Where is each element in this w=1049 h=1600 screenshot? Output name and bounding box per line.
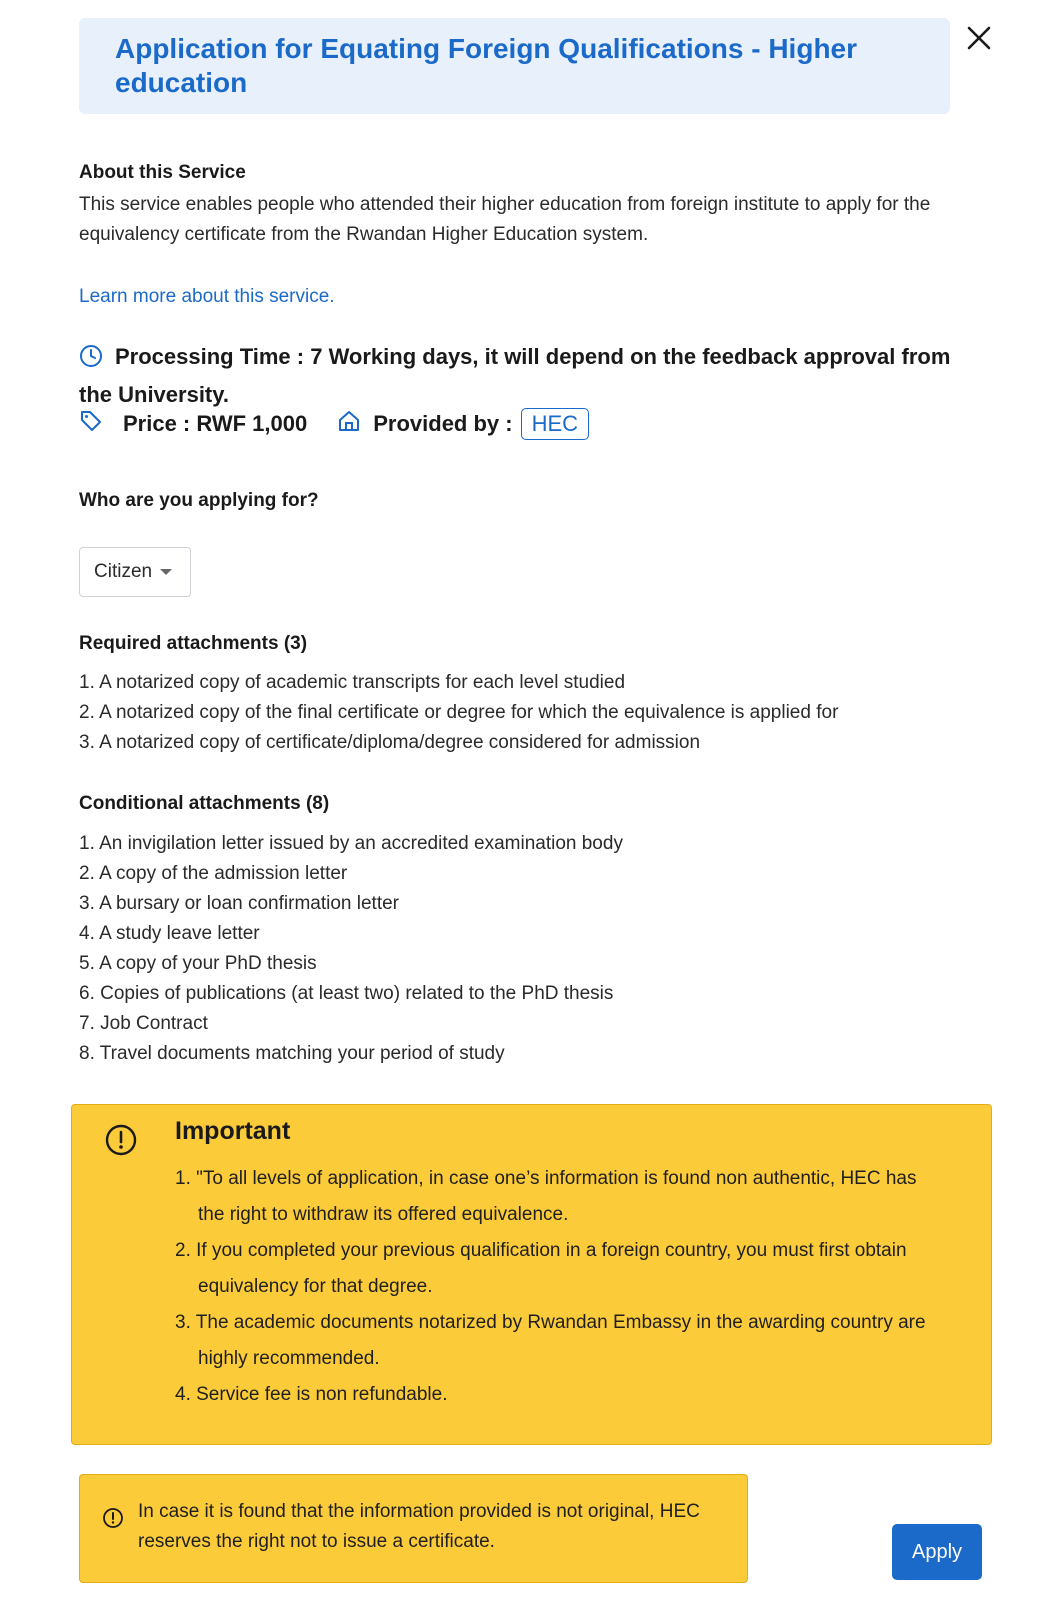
close-icon (963, 22, 995, 54)
conditional-attachments-title: Conditional attachments (8) (79, 793, 330, 814)
list-item: 6. Copies of publications (at least two) related to the PhD thesis (79, 983, 614, 1004)
processing-time-text: Processing Time : 7 Working days, it will depend on the feedback approval from the University. (79, 344, 951, 407)
list-item: 2. A copy of the admission letter (79, 863, 348, 884)
conditional-attachments-list (79, 829, 623, 1069)
service-header (79, 18, 950, 114)
price-text: Price : RWF 1,000 (123, 411, 308, 436)
tag-icon (79, 409, 103, 439)
close-button[interactable] (963, 22, 995, 54)
about-description: This service enables people who attended their higher education from foreign institute to apply for the equivalency certificate from the Rwandan Higher Education system. (79, 194, 931, 245)
clock-icon (79, 344, 103, 378)
important-list (175, 1161, 935, 1413)
list-item: 4. A study leave letter (79, 923, 260, 944)
authenticity-notice (79, 1474, 748, 1583)
list-item: 3. A notarized copy of certificate/diploma/degree considered for admission (79, 732, 701, 753)
caret-down-icon (160, 569, 172, 575)
alert-circle-icon (102, 1507, 124, 1534)
provided-by-label: Provided by : (373, 411, 513, 436)
list-item: 2. A notarized copy of the final certificate or degree for which the equivalence is applied for (79, 702, 839, 723)
provider-badge: HEC (521, 408, 589, 440)
applicant-question: Who are you applying for? (79, 490, 319, 511)
required-attachments-list (79, 668, 838, 758)
price-row (79, 406, 589, 442)
list-item: 4. Service fee is non refundable. (175, 1384, 448, 1405)
about-title: About this Service (79, 162, 246, 183)
list-item: 1. "To all levels of application, in case one’s information is found non authentic, HEC has the right to withdraw its offered equivalence. (175, 1168, 917, 1225)
apply-button[interactable]: Apply (892, 1524, 982, 1580)
list-item: 2. If you completed your previous qualification in a foreign country, you must first obtain equivalency for that degree. (175, 1240, 907, 1297)
list-item: 1. A notarized copy of academic transcripts for each level studied (79, 672, 626, 693)
important-title: Important (175, 1117, 291, 1145)
applicant-type-value: Citizen (94, 561, 153, 582)
applicant-type-select[interactable] (79, 547, 191, 597)
alert-circle-icon (104, 1123, 138, 1162)
list-item: 7. Job Contract (79, 1013, 208, 1034)
page-title: Application for Equating Foreign Qualifications - Higher education (115, 33, 858, 98)
notice-text: In case it is found that the information provided is not original, HEC reserves the right not to issue a certificate. (138, 1501, 700, 1552)
required-attachments-title: Required attachments (3) (79, 633, 308, 654)
list-item: 5. A copy of your PhD thesis (79, 953, 317, 974)
list-item: 1. An invigilation letter issued by an accredited examination body (79, 833, 623, 854)
home-icon (337, 409, 361, 439)
list-item: 3. The academic documents notarized by Rwandan Embassy in the awarding country are highly recommended. (175, 1312, 926, 1369)
important-notice-box (71, 1104, 992, 1445)
learn-more-link[interactable]: Learn more about this service. (79, 286, 335, 307)
list-item: 3. A bursary or loan confirmation letter (79, 893, 399, 914)
list-item: 8. Travel documents matching your period of study (79, 1043, 505, 1064)
processing-time (79, 340, 979, 412)
